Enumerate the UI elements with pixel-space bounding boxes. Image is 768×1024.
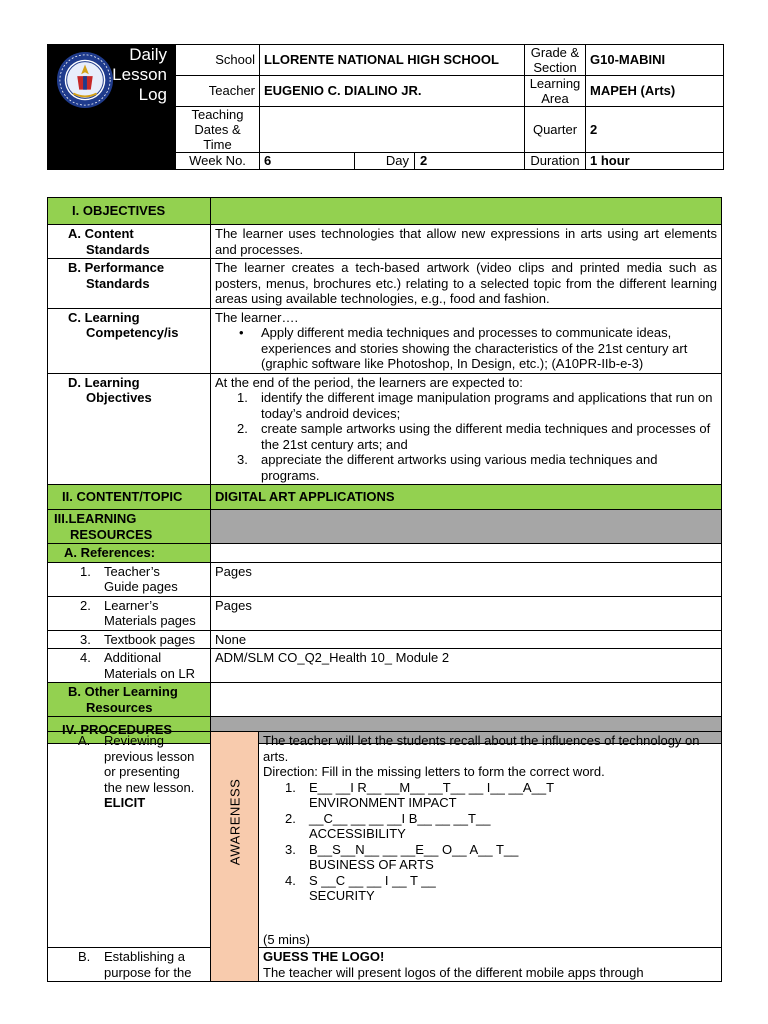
teacher-value: EUGENIO C. DIALINO JR. bbox=[260, 76, 525, 107]
competency-item: • Apply different media techniques and processes to communicate ideas, experiences and stories showing the characteristics of the 21st century art (graphic software like Photoshop, In Design, etc.); (A10PR-IIb-e-3) bbox=[239, 325, 688, 371]
header-logo-cell bbox=[48, 45, 176, 153]
other-resources-value bbox=[211, 683, 722, 717]
content-standards-label: A. Content Standards bbox=[48, 225, 211, 259]
day-value: 2 bbox=[420, 153, 428, 168]
fill-in-list bbox=[263, 780, 717, 904]
guess-logo-title: GUESS THE LOGO! bbox=[263, 949, 385, 964]
procedures-label: IV. PROCEDURES bbox=[48, 717, 211, 744]
competency-list bbox=[215, 325, 717, 372]
procedure-a-content: The teacher will let the students recall about the influences of technology on arts. Direction: Fill in the missing letters to form the correct word. 1. E__ __I R__ __M__ __T__ __ I__ __A__T ENVIRONMENT IMPACT 2. __C__ __ __ __I B__ __ __T__ ACCESSIBILITY 3. B__S__N__ __ __E__ O__ A__ T__ BUSINESS OF ARTS 4. S __C __ __ I __ T __ SECURITY (5 mins) bbox=[259, 732, 722, 948]
content-topic-value: DIGITAL ART APPLICATIONS bbox=[211, 485, 722, 510]
school-label: School bbox=[176, 45, 260, 76]
references-value bbox=[211, 544, 722, 563]
learning-competency-text: The learner…. • Apply different media techniques and processes to communicate ideas, experiences and stories showing the characteristics of the 21st century art (graphic software like Photoshop, In Design, etc.); (A10PR-IIb-e-3) bbox=[211, 308, 722, 373]
learning-resources-label: III.LEARNING RESOURCES bbox=[48, 510, 211, 544]
learning-resources-fill bbox=[211, 510, 722, 544]
learning-objectives-label: D. Learning Objectives bbox=[48, 373, 211, 485]
performance-standards-text: The learner creates a tech-based artwork (video clips and printed media such as posters, menus, brochures etc.) relating to a selected topic from the different learning areas using available technologies, e.g., food and fashion. bbox=[211, 259, 722, 309]
fill-in-item: 2. __C__ __ __ __I B__ __ __T__ ACCESSIBILITY bbox=[285, 810, 491, 841]
teaching-dates-label: Teaching Dates & Time bbox=[176, 107, 260, 153]
fill-in-item: 1. E__ __I R__ __M__ __T__ __ I__ __A__T ENVIRONMENT IMPACT bbox=[285, 779, 555, 810]
content-topic-label: II. CONTENT/TOPIC bbox=[48, 485, 211, 510]
duration-label: Duration bbox=[525, 153, 586, 170]
procedures-table bbox=[47, 731, 722, 982]
dll-title: Daily Lesson Log bbox=[112, 45, 167, 104]
procedure-a-label: A. Reviewing previous lesson or presenting the new lesson. ELICIT bbox=[48, 732, 211, 948]
additional-materials-value: ADM/SLM CO_Q2_Health 10_ Module 2 bbox=[211, 649, 722, 683]
deped-seal-icon bbox=[56, 51, 114, 109]
objectives-heading: I. OBJECTIVES bbox=[48, 198, 211, 225]
quarter-label: Quarter bbox=[525, 107, 586, 153]
content-standards-text: The learner uses technologies that allow new expressions in arts using art elements and processes. bbox=[211, 225, 722, 259]
references-label: A. References: bbox=[48, 544, 211, 563]
quarter-value: 2 bbox=[586, 107, 724, 153]
procedure-b-label: B. Establishing a purpose for the bbox=[48, 948, 211, 982]
duration-value: 1 hour bbox=[586, 153, 724, 170]
grade-section-label: Grade & Section bbox=[525, 45, 586, 76]
learners-materials-value: Pages bbox=[211, 596, 722, 630]
week-label: Week No. bbox=[176, 153, 260, 170]
objectives-list bbox=[215, 390, 717, 483]
learning-objectives-text: At the end of the period, the learners are expected to: 1. identify the different image manipulation programs and applications that run on today’s android devices; 2. create sample artworks using the different media techniques and processes of the 21st century arts; and 3. appreciate the different artworks using various media techniques and programs. bbox=[211, 373, 722, 485]
performance-standards-label: B. Performance Standards bbox=[48, 259, 211, 309]
objective-item: 1. identify the different image manipulation programs and applications that run on today’s android devices; bbox=[237, 390, 713, 421]
time-allotment: (5 mins) bbox=[263, 931, 310, 947]
teaching-dates-value bbox=[260, 107, 525, 153]
objective-item: 3. appreciate the different artworks using various media techniques and programs. bbox=[237, 452, 658, 483]
grade-section-value: G10-MABINI bbox=[586, 45, 724, 76]
textbook-pages-value: None bbox=[211, 630, 722, 649]
day-cell bbox=[355, 153, 525, 170]
objective-item: 2. create sample artworks using the different media techniques and processes of the 21st century arts; and bbox=[237, 421, 711, 452]
header-table bbox=[47, 44, 724, 170]
week-value: 6 bbox=[260, 153, 355, 170]
elicit-label: ELICIT bbox=[104, 795, 146, 810]
learners-materials-label: 2. Learner’s Materials pages bbox=[48, 596, 211, 630]
textbook-pages-label: 3. Textbook pages bbox=[48, 630, 211, 649]
teacher-label: Teacher bbox=[176, 76, 260, 107]
learning-area-label: Learning Area bbox=[525, 76, 586, 107]
teachers-guide-label: 1. Teacher’s Guide pages bbox=[48, 562, 211, 596]
fill-in-item: 3. B__S__N__ __ __E__ O__ A__ T__ BUSINESS OF ARTS bbox=[285, 841, 519, 872]
header-logo-cell-bottom bbox=[48, 153, 176, 170]
fill-in-item: 4. S __C __ __ I __ T __ SECURITY bbox=[285, 872, 436, 903]
school-value: LLORENTE NATIONAL HIGH SCHOOL bbox=[260, 45, 525, 76]
procedure-b-content: GUESS THE LOGO! The teacher will present logos of the different mobile apps through bbox=[259, 948, 722, 982]
learning-area-value: MAPEH (Arts) bbox=[586, 76, 724, 107]
day-label: Day bbox=[355, 153, 415, 169]
awareness-label: AWARENESS bbox=[226, 778, 242, 866]
awareness-phase-cell bbox=[211, 732, 259, 982]
teachers-guide-value: Pages bbox=[211, 562, 722, 596]
objectives-table bbox=[47, 197, 722, 744]
learning-competency-label: C. Learning Competency/is bbox=[48, 308, 211, 373]
objectives-heading-fill bbox=[211, 198, 722, 225]
other-resources-label: B. Other Learning Resources bbox=[48, 683, 211, 717]
additional-materials-label: 4. Additional Materials on LR bbox=[48, 649, 211, 683]
